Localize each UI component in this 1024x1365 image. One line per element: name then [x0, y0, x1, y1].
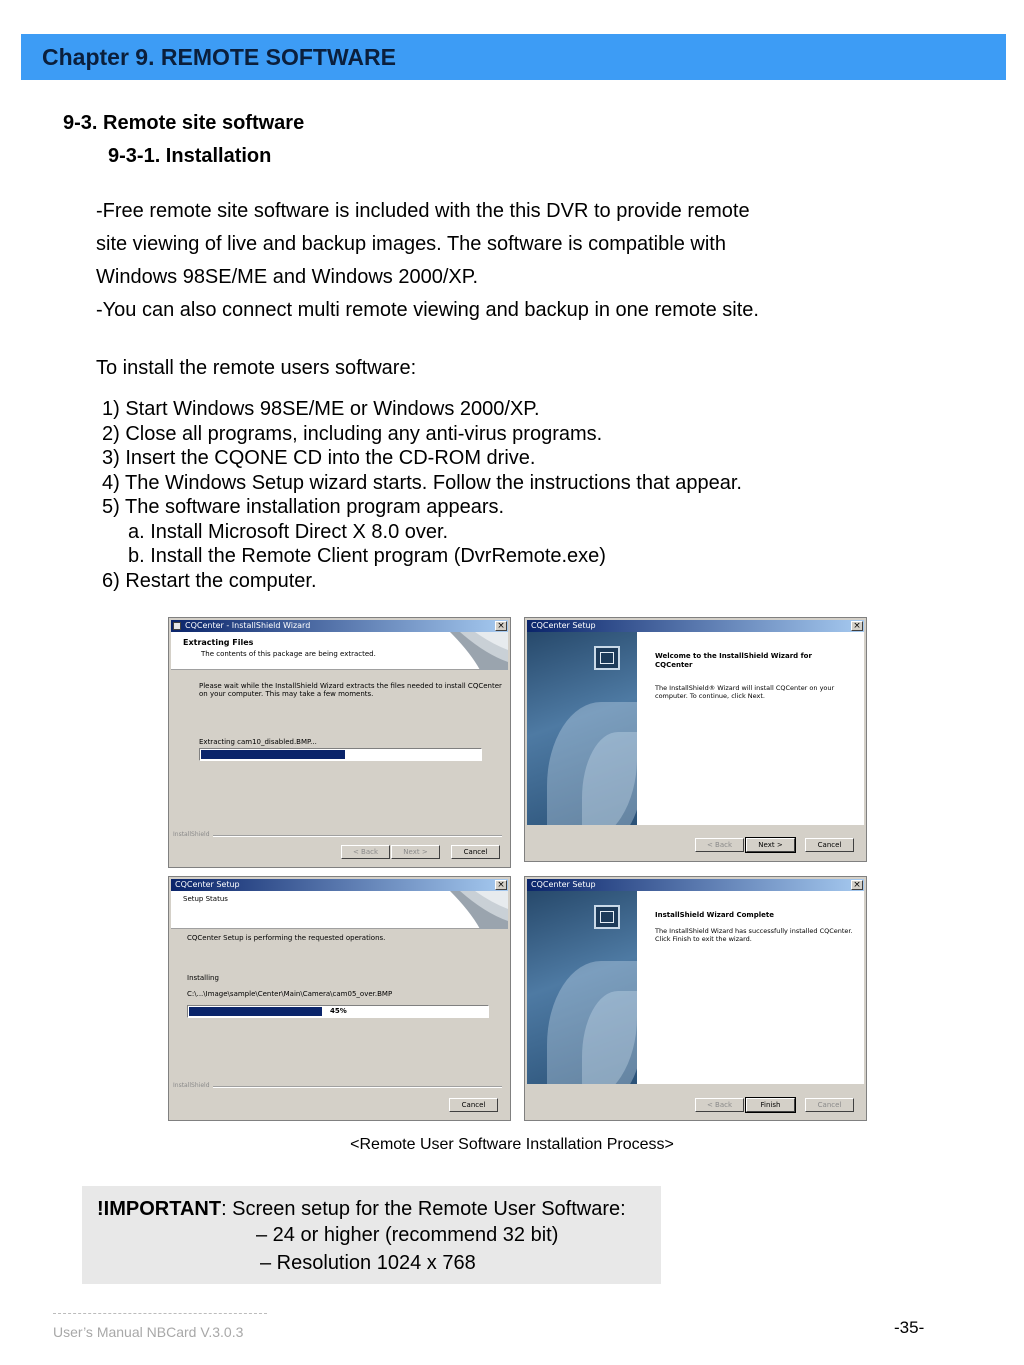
step-item: 6) Restart the computer.: [102, 569, 317, 592]
divider: [213, 835, 502, 837]
step-subitem: b. Install the Remote Client program (DvrRemote.exe): [128, 545, 606, 567]
next-button[interactable]: Next >: [391, 845, 440, 859]
close-icon[interactable]: ×: [851, 621, 863, 631]
progress-bar-fill: [201, 750, 345, 759]
step-item: 2) Close all programs, including any anti-virus programs.: [102, 422, 603, 445]
install-steps-list: [102, 397, 742, 593]
installshield-logo-icon: [594, 646, 620, 670]
welcome-heading: Welcome to the InstallShield Wizard for CQCenter: [655, 652, 812, 669]
brand-label: InstallShield: [173, 831, 210, 838]
subsection-title: 9-3-1. Installation: [108, 145, 272, 167]
wizard-header: [171, 891, 508, 929]
body-text: on your computer. This may take a few moments.: [199, 690, 374, 698]
step-item: 3) Insert the CQONE CD into the CD-ROM drive.: [102, 447, 536, 469]
close-icon[interactable]: ×: [851, 880, 863, 890]
progress-bar-fill: [189, 1007, 322, 1016]
important-label: !IMPORTANT: [97, 1198, 222, 1220]
title-bar: [171, 620, 508, 632]
intro-line-2: site viewing of live and backup images. The software is compatible with: [96, 233, 726, 255]
screenshot-wizard-complete: [524, 876, 867, 1121]
cancel-button[interactable]: Cancel: [451, 845, 500, 859]
footer-divider: [53, 1313, 267, 1314]
installing-label: Installing: [187, 974, 219, 982]
app-icon: [173, 622, 181, 630]
figure-caption: <Remote User Software Installation Process>: [350, 1136, 674, 1153]
installing-path: C:\...\Image\sample\Center\Main\Camera\cam05_over.BMP: [187, 990, 393, 998]
wizard-header: [171, 632, 508, 670]
title-bar: [527, 879, 864, 891]
progress-percent: 45%: [330, 1007, 347, 1015]
brand-label: InstallShield: [173, 1082, 210, 1089]
cancel-button[interactable]: Cancel: [805, 838, 854, 852]
cancel-button[interactable]: Cancel: [805, 1098, 854, 1112]
wizard-header-subtitle: The contents of this package are being extracted.: [201, 650, 376, 658]
body-text: Please wait while the InstallShield Wizard extracts the files needed to install CQCenter: [199, 682, 502, 690]
back-button[interactable]: < Back: [695, 1098, 744, 1112]
important-line-3: – Resolution 1024 x 768: [260, 1252, 476, 1274]
finish-button[interactable]: Finish: [746, 1098, 795, 1112]
window-title: CQCenter Setup: [531, 621, 596, 630]
welcome-panel: [637, 632, 864, 825]
window-title: CQCenter Setup: [531, 880, 596, 889]
footer-manual-version: User’s Manual NBCard V.3.0.3: [53, 1324, 244, 1340]
cancel-button[interactable]: Cancel: [449, 1098, 498, 1112]
back-button[interactable]: < Back: [341, 845, 390, 859]
screenshot-extracting-files: [168, 617, 511, 868]
title-bar: [171, 879, 508, 891]
screenshot-setup-status: [168, 876, 511, 1121]
wizard-side-banner: [527, 891, 637, 1084]
welcome-text: The InstallShield® Wizard will install CQCenter on your: [655, 684, 835, 692]
complete-heading: InstallShield Wizard Complete: [655, 911, 774, 919]
complete-panel: [637, 891, 864, 1084]
back-button[interactable]: < Back: [695, 838, 744, 852]
chapter-header-bar: [21, 34, 1006, 80]
install-heading: To install the remote users software:: [96, 357, 417, 379]
progress-bar: [199, 748, 482, 761]
installshield-logo-icon: [594, 905, 620, 929]
page-number: -35-: [894, 1318, 925, 1337]
next-button[interactable]: Next >: [746, 838, 795, 852]
important-line-2: – 24 or higher (recommend 32 bit): [256, 1224, 559, 1246]
page-curl-icon: [430, 632, 508, 670]
intro-line-1: -Free remote site software is included with the this DVR to provide remote: [96, 200, 750, 222]
divider: [213, 1086, 502, 1088]
title-bar: [527, 620, 864, 632]
important-note-box: [82, 1186, 661, 1284]
step-subitem: a. Install Microsoft Direct X 8.0 over.: [128, 520, 449, 543]
complete-text: Click Finish to exit the wizard.: [655, 935, 752, 943]
wizard-header-title: Setup Status: [183, 895, 228, 903]
welcome-text: computer. To continue, click Next.: [655, 692, 765, 700]
step-item: 1) Start Windows 98SE/ME or Windows 2000/XP.: [102, 398, 540, 420]
extract-status: Extracting cam10_disabled.BMP...: [199, 738, 317, 746]
important-text: : Screen setup for the Remote User Software:: [221, 1198, 626, 1220]
window-title: CQCenter Setup: [175, 880, 240, 889]
important-line-1: [97, 1198, 626, 1221]
section-title: 9-3. Remote site software: [63, 112, 305, 134]
step-item: 4) The Windows Setup wizard starts. Follow the instructions that appear.: [102, 471, 742, 494]
progress-bar: [187, 1005, 489, 1018]
step-item: 5) The software installation program appears.: [102, 496, 505, 518]
wizard-side-banner: [527, 632, 637, 825]
chapter-title: Chapter 9. REMOTE SOFTWARE: [42, 44, 396, 70]
wizard-header-title: Extracting Files: [183, 638, 254, 647]
page-curl-icon: [430, 891, 508, 929]
window-title: CQCenter - InstallShield Wizard: [185, 621, 311, 630]
screenshot-welcome: [524, 617, 867, 862]
intro-line-4: -You can also connect multi remote viewing and backup in one remote site.: [96, 299, 759, 321]
close-icon[interactable]: ×: [495, 621, 507, 631]
complete-text: The InstallShield Wizard has successfully installed CQCenter.: [655, 927, 853, 935]
intro-line-3: Windows 98SE/ME and Windows 2000/XP.: [96, 266, 479, 288]
body-text: CQCenter Setup is performing the requested operations.: [187, 934, 386, 942]
close-icon[interactable]: ×: [495, 880, 507, 890]
